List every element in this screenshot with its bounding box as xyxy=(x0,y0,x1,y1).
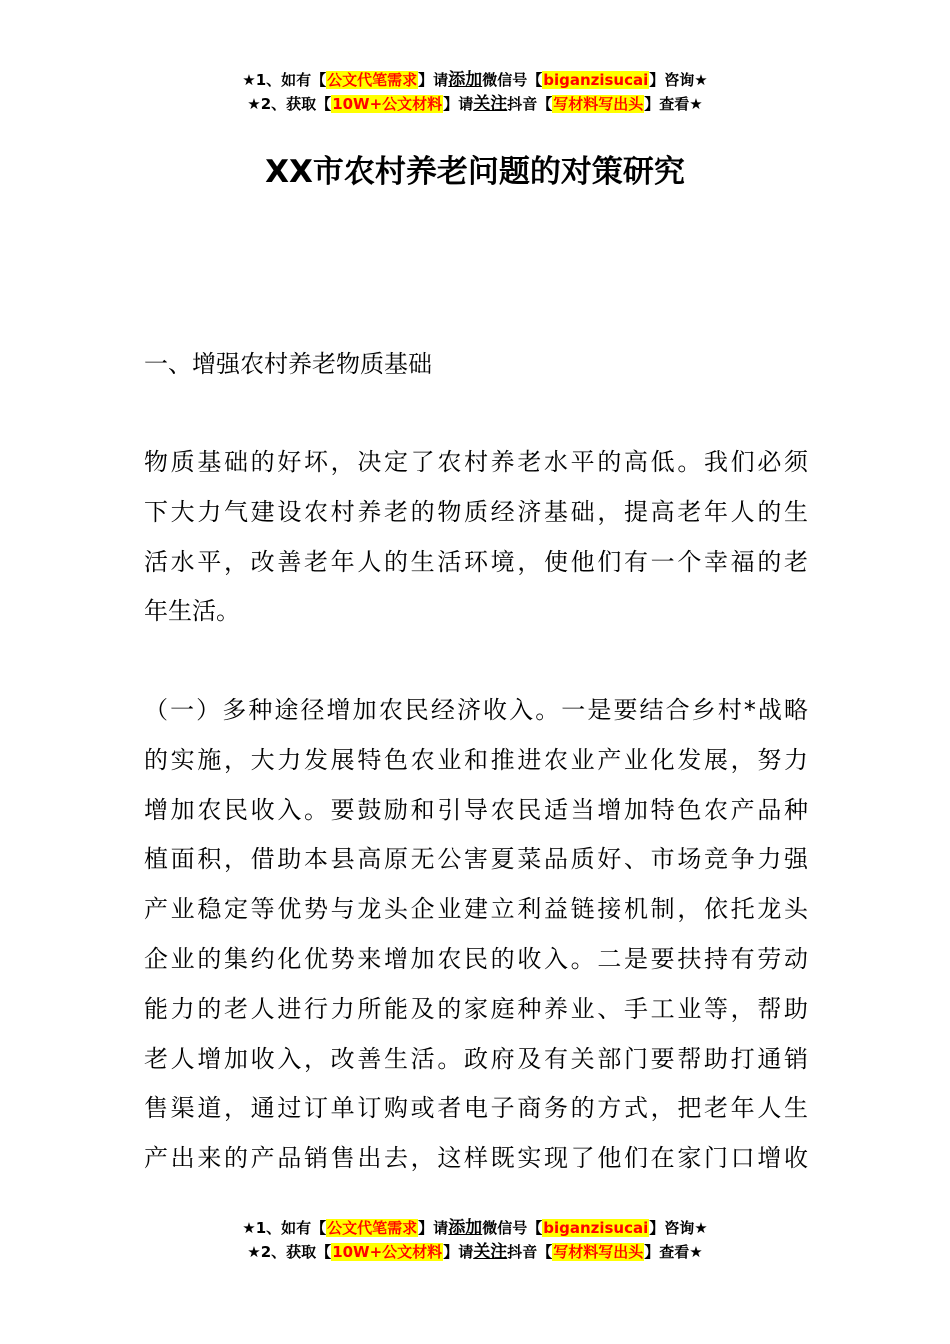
paragraph-2 xyxy=(144,686,808,1184)
banner-text: ★2、获取【 xyxy=(247,95,332,113)
banner-text: 】请 xyxy=(418,1219,449,1237)
banner-text: 抖音【 xyxy=(507,1243,553,1261)
banner-text: 微信号【 xyxy=(482,1219,543,1237)
section-heading: 一、增强农村养老物质基础 xyxy=(144,350,432,378)
banner-text: 】查看★ xyxy=(644,1243,703,1261)
footer-banner xyxy=(0,1216,950,1264)
banner-text: 】查看★ xyxy=(644,95,703,113)
banner-highlight: 写材料写出头 xyxy=(553,1243,644,1261)
banner-highlight: 公文代笔需求 xyxy=(327,71,418,89)
banner-highlight: 10W+公文材料 xyxy=(332,95,443,113)
paragraph-line: 产出来的产品销售出去，这样既实现了他们在家门口增收 xyxy=(144,1144,808,1173)
banner-text: ★2、获取【 xyxy=(247,1243,332,1261)
banner-text: 】咨询★ xyxy=(649,1219,708,1237)
banner-line-1 xyxy=(0,68,950,92)
banner-text: 】请 xyxy=(443,1243,474,1261)
paragraph-line: 老人增加收入，改善生活。政府及有关部门要帮助打通销 xyxy=(144,1044,808,1073)
header-banner xyxy=(0,68,950,116)
banner-text: 】请 xyxy=(443,95,474,113)
paragraph-line: 企业的集约化优势来增加农民的收入。二是要扶持有劳动 xyxy=(144,944,808,973)
banner-emphasis: 添加 xyxy=(448,70,483,90)
banner-highlight: 公文代笔需求 xyxy=(327,1219,418,1237)
paragraph-1 xyxy=(144,438,808,637)
paragraph-line: 能力的老人进行力所能及的家庭种养业、手工业等，帮助 xyxy=(144,994,808,1023)
banner-line-1 xyxy=(0,1216,950,1240)
banner-emphasis: 添加 xyxy=(448,1218,483,1238)
banner-emphasis: 关注 xyxy=(473,1242,508,1262)
banner-highlight: biganzisucai xyxy=(543,71,649,89)
banner-text: 】请 xyxy=(418,71,449,89)
banner-highlight: 10W+公文材料 xyxy=(332,1243,443,1261)
banner-text: 】咨询★ xyxy=(649,71,708,89)
paragraph-line: 下大力气建设农村养老的物质经济基础，提高老年人的生 xyxy=(144,497,808,526)
banner-line-2 xyxy=(0,92,950,116)
banner-text: 抖音【 xyxy=(507,95,553,113)
banner-highlight: 写材料写出头 xyxy=(553,95,644,113)
paragraph-line: 物质基础的好坏，决定了农村养老水平的高低。我们必须 xyxy=(144,448,808,476)
paragraph-line: 增加农民收入。要鼓励和引导农民适当增加特色农产品种 xyxy=(144,795,808,824)
banner-text: ★1、如有【 xyxy=(242,71,327,89)
banner-emphasis: 关注 xyxy=(473,94,508,114)
paragraph-line: 年生活。 xyxy=(144,597,240,626)
banner-text: ★1、如有【 xyxy=(242,1219,327,1237)
banner-highlight: biganzisucai xyxy=(543,1219,649,1237)
paragraph-line: （一）多种途径增加农民经济收入。一是要结合乡村*战略 xyxy=(144,696,808,724)
paragraph-line: 的实施，大力发展特色农业和推进农业产业化发展，努力 xyxy=(144,745,808,774)
paragraph-line: 产业稳定等优势与龙头企业建立利益链接机制，依托龙头 xyxy=(144,895,808,924)
paragraph-line: 售渠道，通过订单订购或者电子商务的方式，把老年人生 xyxy=(144,1094,808,1123)
paragraph-line: 植面积，借助本县高原无公害夏菜品质好、市场竞争力强 xyxy=(144,845,808,874)
paragraph-line: 活水平，改善老年人的生活环境，使他们有一个幸福的老 xyxy=(144,547,808,576)
banner-line-2 xyxy=(0,1240,950,1264)
banner-text: 微信号【 xyxy=(482,71,543,89)
document-title: XX市农村养老问题的对策研究 xyxy=(265,154,685,190)
